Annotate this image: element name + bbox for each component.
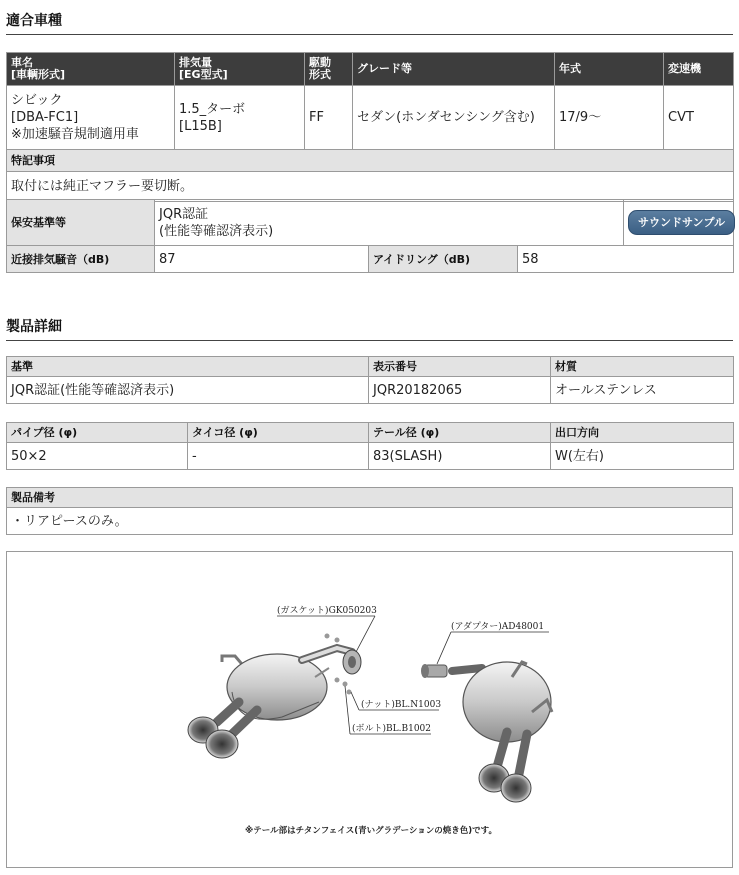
svg-text:(ボルト)BL.B1002: (ボルト)BL.B1002 xyxy=(352,724,431,734)
cell-taiko: - xyxy=(188,443,369,470)
proximity-label: 近接排気騒音（dB) xyxy=(7,246,155,273)
cell-outlet: W(左右) xyxy=(551,443,734,470)
cell-displacement: 1.5_ターボ [L15B] xyxy=(175,86,305,150)
cell-standard: JQR認証(性能等確認済表示) xyxy=(7,377,369,404)
header-taiko: タイコ径 (φ) xyxy=(188,423,369,443)
product-diagram xyxy=(6,551,733,868)
detail-table xyxy=(6,356,734,404)
cell-year: 17/9〜 xyxy=(555,86,664,150)
sound-sample-button[interactable]: サウンドサンプル xyxy=(628,210,735,235)
sound-cell xyxy=(624,200,734,246)
detail-section-title: 製品詳細 xyxy=(6,319,62,335)
cell-grade: セダン(ホンダセンシング含む) xyxy=(353,86,555,150)
remarks-text: ・リアピースのみ。 xyxy=(7,508,733,535)
idle-label: アイドリング（dB) xyxy=(369,246,518,273)
cell-material: オールステンレス xyxy=(551,377,734,404)
left-muffler xyxy=(188,648,361,758)
header-grade: グレード等 xyxy=(353,53,555,86)
standard-label: 保安基準等 xyxy=(7,200,155,246)
cell-tail: 83(SLASH) xyxy=(369,443,551,470)
callout-nut xyxy=(351,692,441,710)
remarks-label: 製品備考 xyxy=(7,488,733,508)
remarks-table xyxy=(6,487,733,535)
header-tail: テール径 (φ) xyxy=(369,423,551,443)
header-display-no: 表示番号 xyxy=(369,357,551,377)
detail-section-rule xyxy=(6,340,733,341)
fit-section-title: 適合車種 xyxy=(6,13,62,29)
notes-text: 取付には純正マフラー要切断。 xyxy=(7,172,734,202)
muffler-illustration xyxy=(7,552,732,867)
notes-label: 特記事項 xyxy=(7,150,734,172)
callout-adapter xyxy=(437,621,549,664)
fit-table xyxy=(6,52,734,202)
header-transmission: 変速機 xyxy=(664,53,734,86)
proximity-value: 87 xyxy=(155,246,369,273)
cell-pipe: 50×2 xyxy=(7,443,188,470)
svg-text:(ガスケット)GK050203: (ガスケット)GK050203 xyxy=(277,606,377,616)
right-muffler xyxy=(421,662,552,802)
header-drive: 駆動 形式 xyxy=(305,53,353,86)
fit-section-rule xyxy=(6,34,733,35)
header-year: 年式 xyxy=(555,53,664,86)
cell-model: シビック [DBA-FC1] ※加速騒音規制適用車 xyxy=(7,86,175,150)
standard-table xyxy=(6,199,734,273)
header-displacement: 排気量 [EG型式] xyxy=(175,53,305,86)
cell-drive: FF xyxy=(305,86,353,150)
header-material: 材質 xyxy=(551,357,734,377)
size-table xyxy=(6,422,734,470)
standard-value: JQR認証 (性能等確認済表示) xyxy=(155,200,624,246)
idle-value: 58 xyxy=(518,246,734,273)
header-outlet: 出口方向 xyxy=(551,423,734,443)
svg-text:(ナット)BL.N1003: (ナット)BL.N1003 xyxy=(361,700,442,710)
header-standard: 基準 xyxy=(7,357,369,377)
svg-text:(アダプター)AD48001: (アダプター)AD48001 xyxy=(451,622,545,632)
header-model: 車名 [車輌形式] xyxy=(7,53,175,86)
cell-display-no: JQR20182065 xyxy=(369,377,551,404)
cell-transmission: CVT xyxy=(664,86,734,150)
callout-gasket xyxy=(277,605,377,652)
figure-caption: ※テール部はチタンフェイス(青いグラデーションの焼き色)です。 xyxy=(245,826,497,836)
header-pipe: パイプ径 (φ) xyxy=(7,423,188,443)
